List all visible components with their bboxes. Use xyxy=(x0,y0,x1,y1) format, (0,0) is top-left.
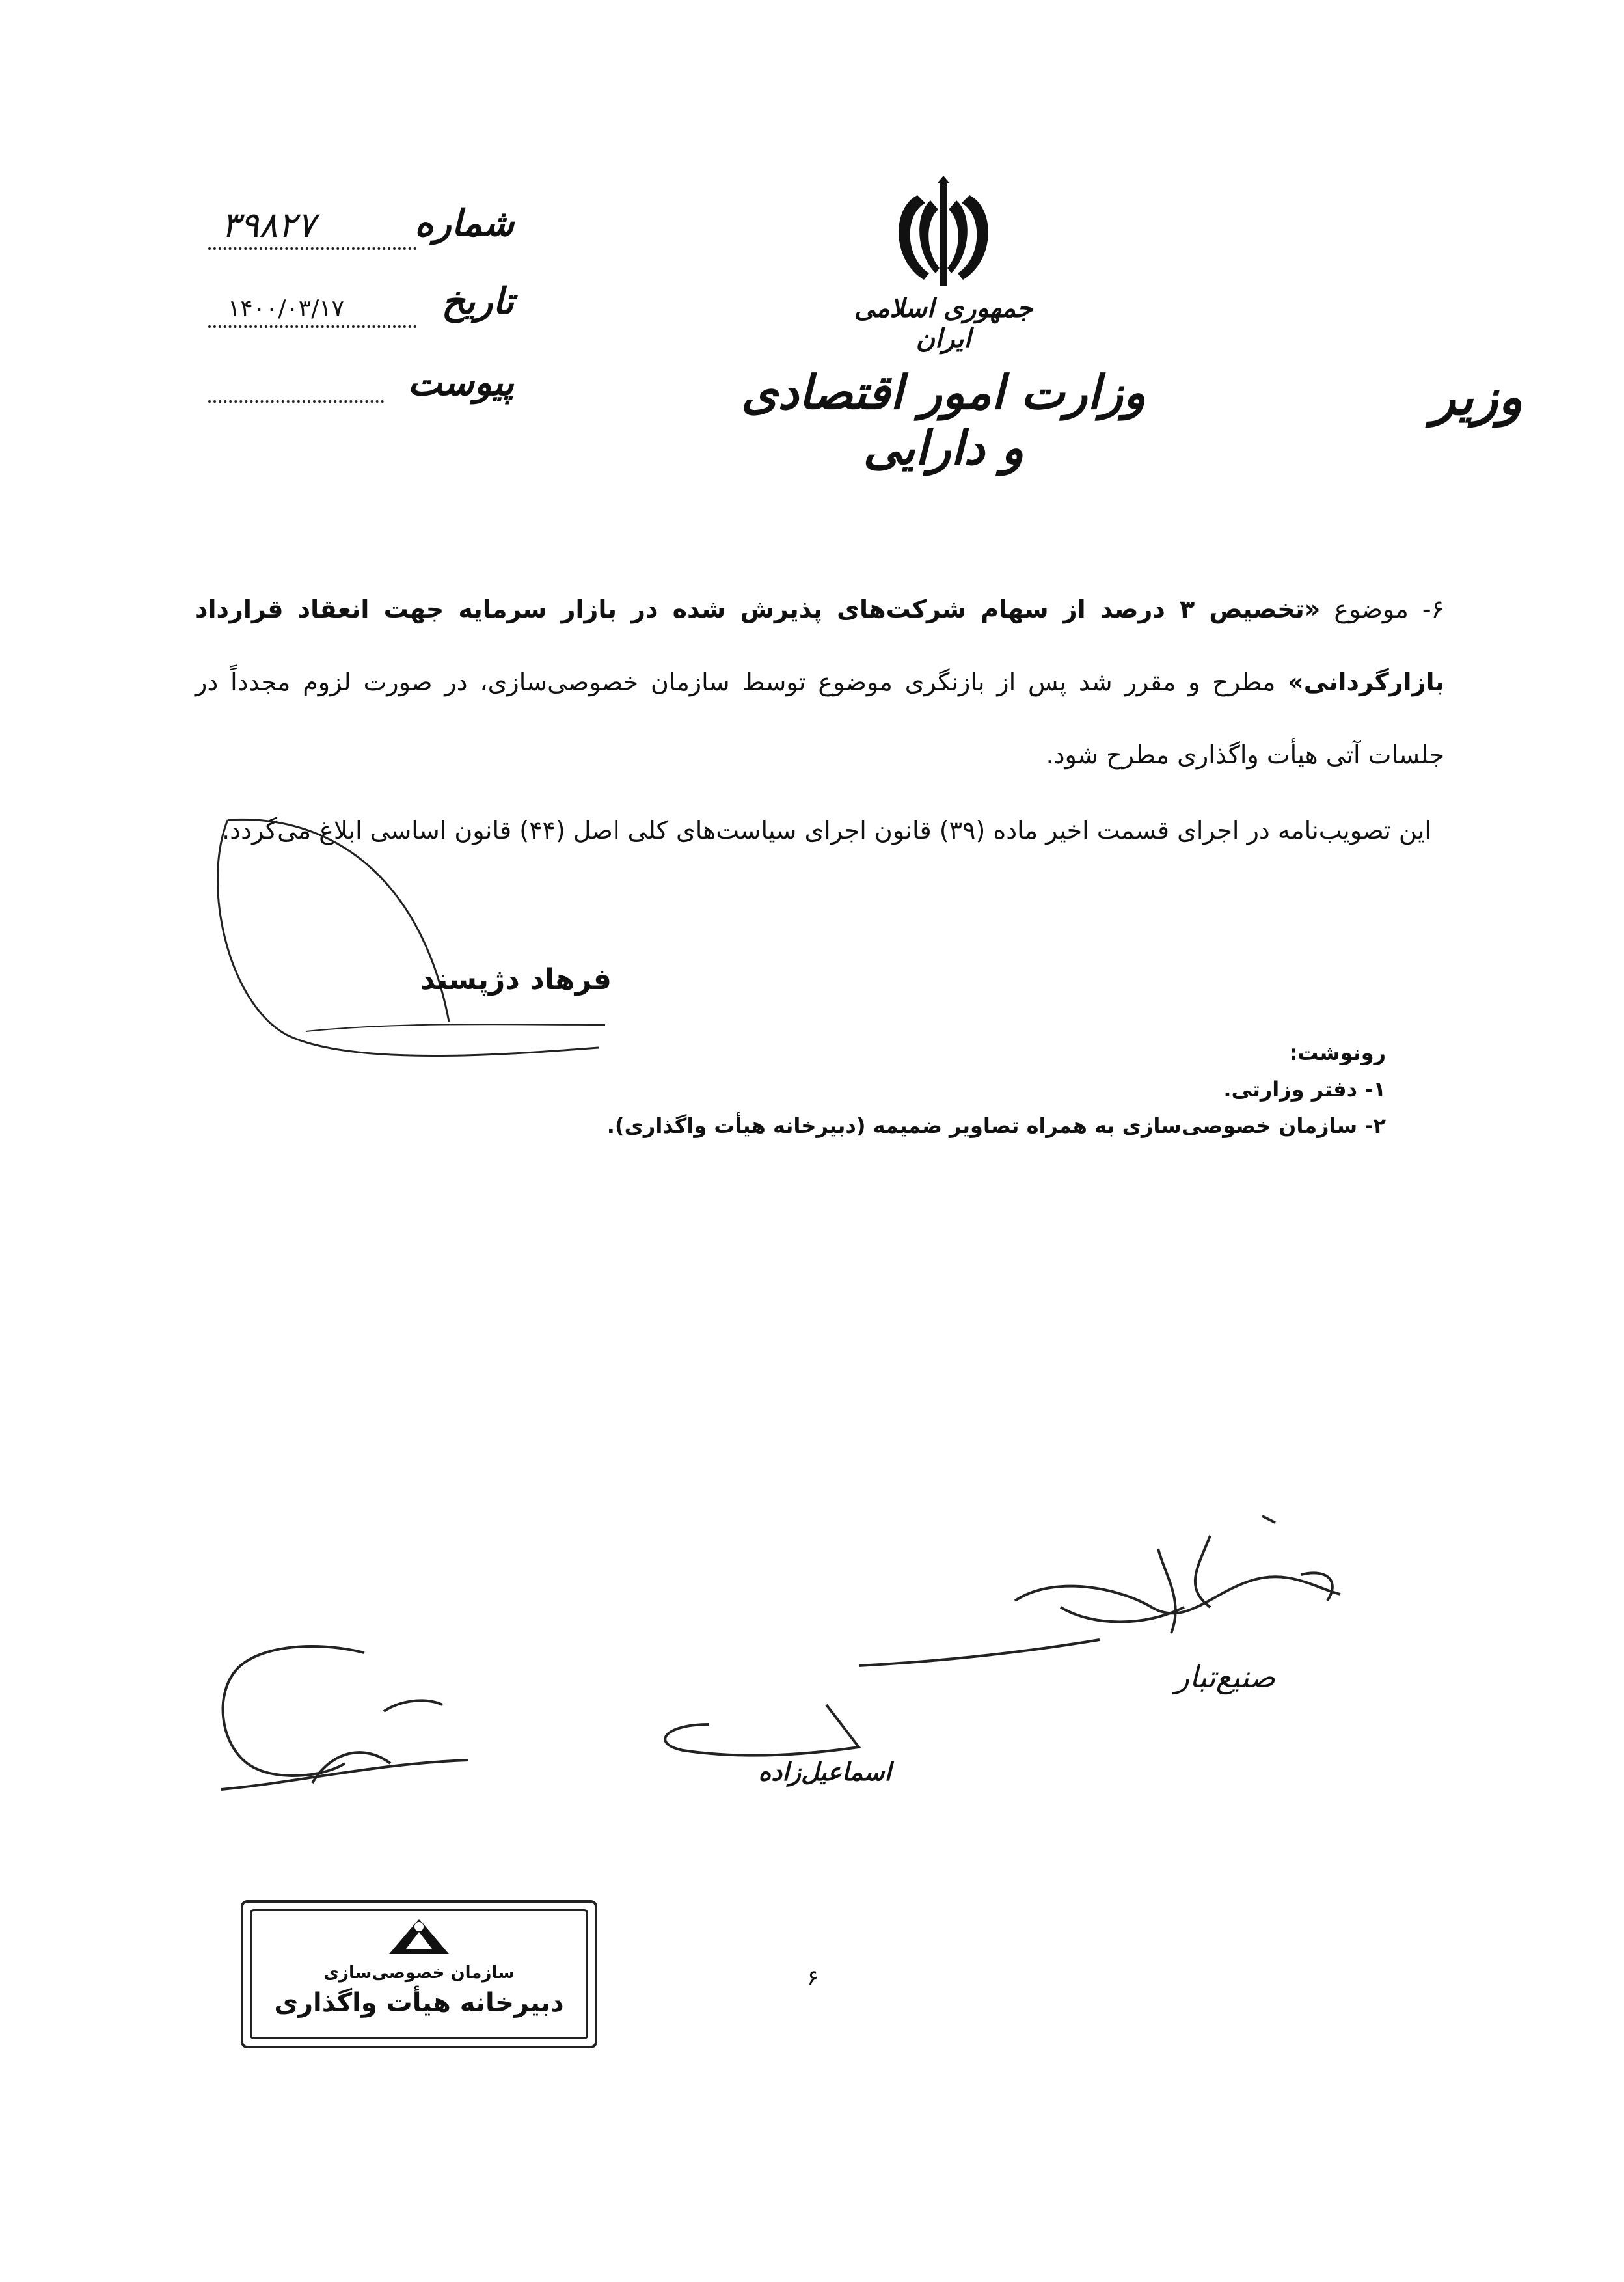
republic-title: جمهوری اسلامی ایران xyxy=(854,293,1033,354)
cc-item-2: ۲- سازمان خصوصی‌سازی به همراه تصاویر ضمیمه (دبیرخانه هیأت واگذاری). xyxy=(606,1113,1386,1138)
iran-emblem-icon xyxy=(878,176,1008,293)
date-value: ۱۴۰۰/۰۳/۱۷ xyxy=(228,295,344,322)
initial-signature-left xyxy=(195,1627,488,1822)
carbon-copy-list xyxy=(586,1035,1386,1144)
number-value: ۳۹۸۲۷ xyxy=(221,204,316,245)
date-dotted-line xyxy=(208,325,416,328)
letter-attachment-row xyxy=(208,361,514,420)
initial-name-middle: اسماعیل‌زاده xyxy=(758,1757,891,1786)
cc-title: رونوشت: xyxy=(1289,1040,1386,1065)
attachment-label: پیوست xyxy=(407,361,514,404)
letter-date-row xyxy=(208,280,514,338)
privatization-logo-icon xyxy=(386,1918,452,1957)
stamp-secretariat: دبیرخانه هیأت واگذاری xyxy=(274,1988,564,2018)
item6-prefix: ۶- موضوع xyxy=(1320,595,1444,623)
letter-number-row xyxy=(208,202,514,260)
minister-title: وزیر xyxy=(1431,368,1522,427)
item6-subject: «تخصیص ۳ درصد از سهام شرکت‌های پذیرش شده در بازار سرمایه جهت انعقاد قرارداد بازارگردانی» xyxy=(195,595,1444,696)
initial-name-right: صنیع‌تبار xyxy=(1174,1659,1275,1694)
initial-signature-right xyxy=(846,1510,1353,1737)
ministry-title: وزارت امور اقتصادی و دارایی xyxy=(741,364,1146,475)
number-dotted-line xyxy=(208,247,416,250)
date-label: تاریخ xyxy=(441,280,514,323)
resolution-item-6 xyxy=(195,573,1444,791)
attachment-dotted-line xyxy=(208,400,384,403)
number-label: شماره xyxy=(414,202,514,245)
stamp-org: سازمان خصوصی‌سازی xyxy=(323,1963,515,1983)
stamp-inner-frame xyxy=(250,1909,588,2039)
minister-signature xyxy=(208,807,625,1067)
approval-text: این تصویب‌نامه در اجرای قسمت اخیر ماده (۳۹) قانون اجرای سیاست‌های کلی اصل (۴۴) قانون اساسی ابلاغ می‌گردد. xyxy=(222,816,1431,845)
signatory-name: فرهاد دژپسند xyxy=(420,963,612,996)
secretariat-stamp xyxy=(241,1900,597,2048)
item6-decision: مطرح و مقرر شد پس از بازنگری موضوع توسط سازمان خصوصی‌سازی، در صورت لزوم مجدداً در جلسات آتی هیأت واگذاری مطرح شود. xyxy=(195,668,1444,769)
cc-item-1: ۱- دفتر وزارتی. xyxy=(1223,1077,1386,1102)
page-number: ۶ xyxy=(807,1965,819,1991)
